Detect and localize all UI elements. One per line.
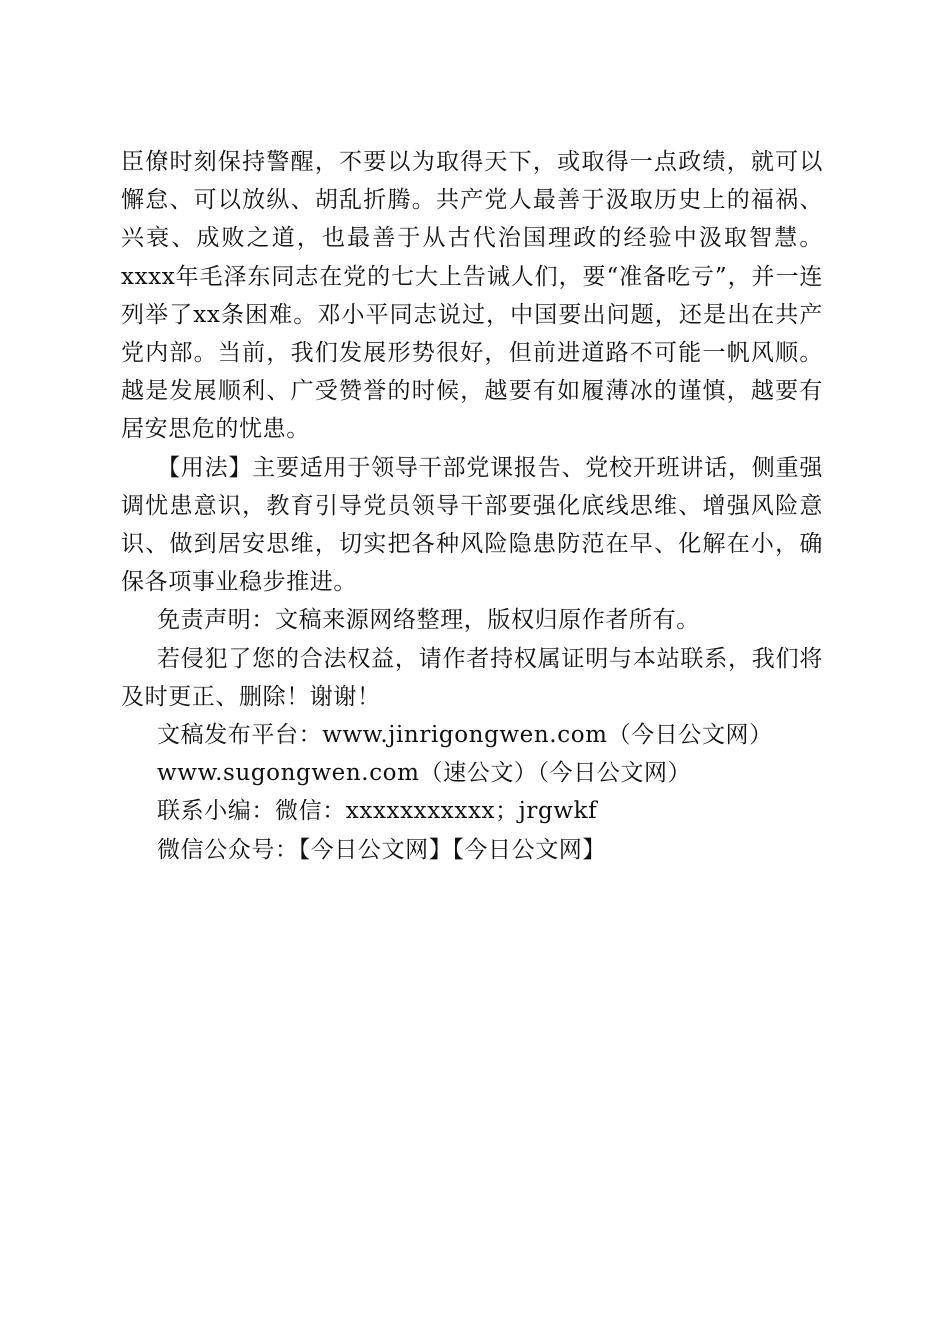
paragraph-continuation: 臣僚时刻保持警醒，不要以为取得天下，或取得一点政绩，就可以懈怠、可以放纵、胡乱折腾。共产党人最善于汲取历史上的福祸、兴衰、成败之道，也最善于从古代治国理政的经验中汲取智慧。xxxx年毛泽东同志在党的七大上告诫人们，要“准备吃亏”，并一连列举了xx条困难。邓小平同志说过，中国要出问题，还是出在共产党内部。当前，我们发展形势很好，但前进道路不可能一帆风顺。越是发展顺利、广受赞誉的时候，越要有如履薄冰的谨慎，越要有居安思危的忧患。	[121, 149, 823, 443]
paragraph-infringement-notice: 若侵犯了您的合法权益，请作者持权属证明与本站联系，我们将及时更正、删除！谢谢！	[121, 645, 823, 710]
footer-wechat-account: 微信公众号：【今日公文网】【今日公文网】	[157, 836, 606, 863]
footer-publish-platform: 文稿发布平台：www.jinrigongwen.com（今日公文网）	[157, 722, 773, 749]
paragraph-usage: 【用法】主要适用于领导干部党课报告、党校开班讲话，侧重强调忧患意识，教育引导党员领导干部要强化底线思维、增强风险意识、做到居安思维，切实把各种风险隐患防范在早、化解在小，确保各项事业稳步推进。	[121, 454, 823, 596]
footer-contact: 联系小编：微信：xxxxxxxxxxx；jrgwkf	[157, 798, 598, 825]
paragraph-disclaimer: 免责声明：文稿来源网络整理，版权归原作者所有。	[157, 607, 700, 634]
footer-website: www.sugongwen.com（速公文）（今日公文网）	[157, 760, 692, 787]
document-body	[121, 143, 823, 869]
